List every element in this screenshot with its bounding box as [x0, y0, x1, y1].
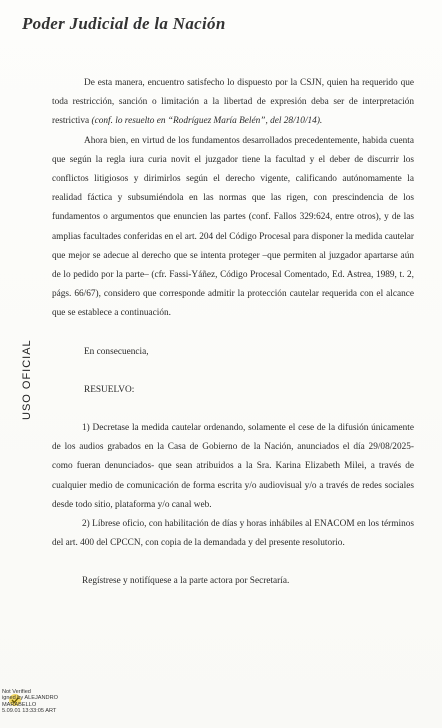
paragraph-csjn-citation: (conf. lo resuelto en “Rodríguez María Belén”, del 28/10/14).	[91, 116, 323, 127]
paragraph-csjn	[52, 74, 414, 132]
page-header: Poder Judicial de la Nación	[22, 14, 226, 33]
digital-signature-block	[2, 689, 58, 714]
side-stamp	[9, 339, 33, 420]
paragraph-resuelvo: RESUELVO:	[84, 384, 135, 395]
paragraph-fundamentos: Ahora bien, en virtud de los fundamentos desarrollados precedentemente, habida cuenta que según la regla iura curia novit el juzgador tiene la facultad y el deber de discurrir los conflictos litigiosos y dirimirlos según el derecho vigente, calificando autónomamente la realidad fáctica y subsumiéndola en las normas que las rigen, con prescindencia de los fundamentos o argumentos que enuncien las partes (conf. Fallos 329:624, entre otros), y de las amplias facultades conferidas en el art. 204 del Código Procesal para disponer la medida cautelar que mejor se adecue al derecho que se intenta proteger –que permiten al juzgador apartarse aún de lo pedido por la parte– (cfr. Fassi-Yáñez, Código Procesal Comentado, Ed. Astrea, 1989, t. 2, págs. 66/67), considero que corresponde admitir la protección cautelar requerida con el alcance que se establece a continuación.	[52, 135, 414, 319]
paragraph-registrese: Regístrese y notifíquese a la parte actora por Secretaría.	[82, 576, 290, 587]
signature-signer: igned by ALEJANDRO	[2, 695, 58, 702]
signature-timestamp: 5.09.01 13:33:05 ART	[2, 707, 57, 714]
document-body	[52, 74, 414, 592]
paragraph-csjn-text: De esta manera, encuentro satisfecho lo dispuesto por la CSJN, quien ha requerido que toda restricción, sanción o limitación a la libertad de expresión deba ser de interpretación restrictiva	[52, 78, 414, 127]
paragraph-consecuencia: En consecuencia,	[84, 346, 149, 357]
signature-signer-surname: MARABELLO	[2, 701, 37, 708]
paragraph-item-1: 1) Decretase la medida cautelar ordenando, solamente el cese de la difusión únicamente de los audios grabados en la Casa de Gobierno de la Nación, anunciados el día 29/08/2025- como fueran denunciados- que sean atribuidos a la Sra. Karina Elizabeth Milei, a través de cualquier medio de comunicación de forma escrita y/o audiovisual y/o a través de redes sociales desde todo sitio, plataforma y/o canal web.	[52, 423, 414, 510]
signature-status: Not Verified	[2, 689, 31, 695]
side-stamp-text: USO OFICIAL	[21, 339, 33, 420]
paragraph-item-2: 2) Líbrese oficio, con habilitación de días y horas inhábiles al ENACOM en los términos del art. 400 del CPCCN, con copia de la demandada y del presente resolutorio.	[52, 519, 414, 549]
